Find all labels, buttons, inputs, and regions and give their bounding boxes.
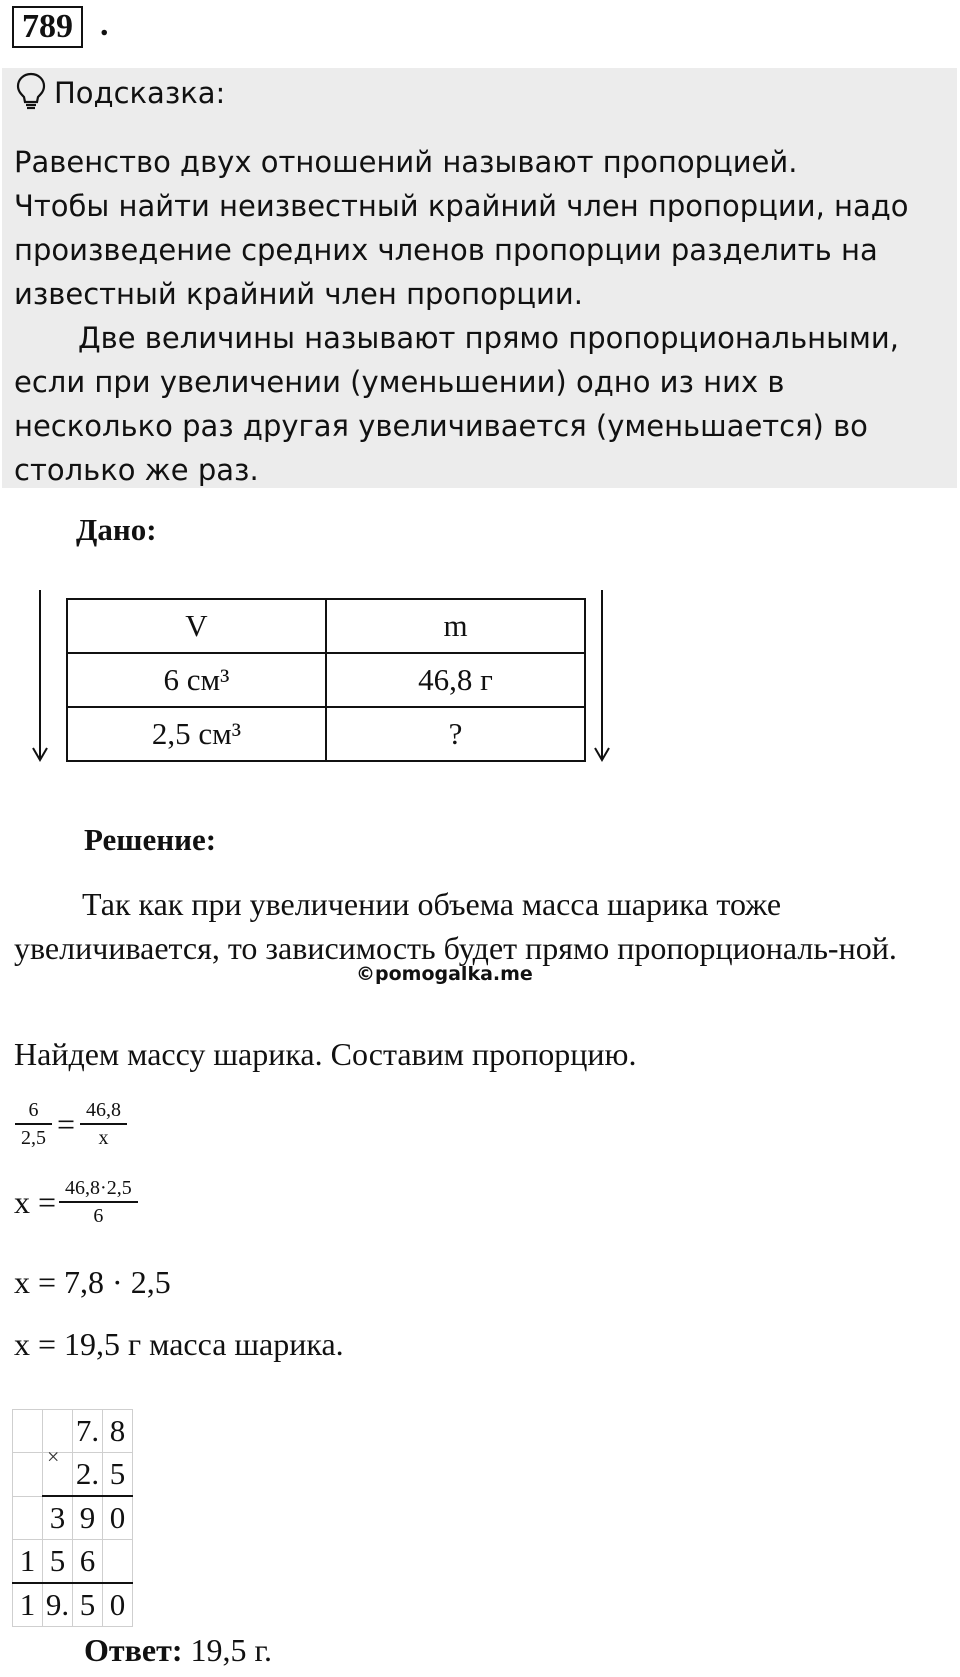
answer-label: Ответ:: [84, 1632, 183, 1668]
fraction: [18, 1097, 49, 1151]
column-multiplication: [12, 1409, 133, 1627]
answer-value: 19,5 г.: [182, 1632, 272, 1668]
mult-cell: 9.: [43, 1583, 73, 1627]
mult-cell: 6: [73, 1540, 103, 1584]
mult-cell: [13, 1496, 43, 1540]
numerator: 46,8: [86, 1099, 122, 1121]
denominator: x: [80, 1123, 127, 1151]
numerator: 46,8·2,5: [65, 1177, 132, 1199]
mult-row: [13, 1410, 133, 1453]
mult-cell: 5: [73, 1583, 103, 1627]
mult-cell: 7.: [73, 1410, 103, 1453]
equation-line: x = 19,5 г масса шарика.: [14, 1326, 344, 1362]
task-number: 789: [12, 6, 83, 48]
given-label: Дано:: [76, 512, 157, 547]
mult-cell: 9: [73, 1496, 103, 1540]
denominator: 2,5: [15, 1123, 52, 1151]
mult-cell: [103, 1540, 133, 1584]
proportion-equation: [18, 1097, 124, 1151]
mult-row: [13, 1583, 133, 1627]
table-cell: 6 см³: [67, 653, 326, 707]
mult-cell: 8: [103, 1410, 133, 1453]
mult-cell: 1: [13, 1583, 43, 1627]
watermark: ©pomogalka.me: [356, 963, 533, 985]
solve-equation: [14, 1175, 135, 1229]
equals-sign: =: [57, 1105, 76, 1142]
task-number-dot: .: [100, 6, 109, 43]
hint-label: Подсказка:: [54, 76, 226, 110]
table-cell: m: [326, 599, 585, 653]
down-arrow-icon: [30, 590, 50, 762]
fraction: [83, 1097, 124, 1151]
mult-cell: 0: [103, 1583, 133, 1627]
mult-cell: [13, 1410, 43, 1453]
mult-cell: 0: [103, 1496, 133, 1540]
hint-line: Чтобы найти неизвестный крайний член пропорции, надо произведение средних членов пропорции разделить на известный крайний член пропорции.: [14, 189, 909, 311]
lightbulb-icon: [16, 72, 46, 114]
fraction: [62, 1175, 135, 1229]
table-row: [67, 707, 585, 761]
equation-line: x = 7,8 · 2,5: [14, 1264, 171, 1300]
table-cell: V: [67, 599, 326, 653]
hint-line: Равенство двух отношений называют пропорцией.: [14, 145, 798, 179]
down-arrow-icon: [592, 590, 612, 762]
mult-cell: [13, 1453, 43, 1497]
denominator: 6: [59, 1201, 138, 1229]
solution-text: Так как при увеличении объема масса шарика тоже увеличивается, то зависимость будет прямо пропорциональ-ной.: [14, 886, 897, 966]
table-cell: 46,8 г: [326, 653, 585, 707]
mult-cell: 5: [43, 1540, 73, 1584]
hint-line: Две величины называют прямо пропорциональными, если при увеличении (уменьшении) одно из них в несколько раз другая увеличивается (уменьшается) во столько же раз.: [14, 321, 899, 487]
mult-cell: 5: [103, 1453, 133, 1497]
answer-line: [84, 1632, 272, 1669]
numerator: 6: [28, 1099, 39, 1121]
mult-row: [13, 1453, 133, 1497]
table-row: [67, 599, 585, 653]
mult-cell: 3: [43, 1496, 73, 1540]
mult-cell: 2.: [73, 1453, 103, 1497]
find-line: Найдем массу шарика. Составим пропорцию.: [14, 1036, 637, 1072]
mult-cell: 1: [13, 1540, 43, 1584]
table-cell: ?: [326, 707, 585, 761]
multiply-sign: ×: [47, 1444, 60, 1469]
given-table: [66, 598, 586, 762]
mult-row: [13, 1540, 133, 1584]
table-cell: 2,5 см³: [67, 707, 326, 761]
hint-header: [16, 72, 225, 114]
hint-text: [14, 140, 944, 492]
mult-row: [13, 1496, 133, 1540]
equation-lhs: x =: [14, 1183, 57, 1220]
solution-paragraph: [14, 882, 939, 970]
table-row: [67, 653, 585, 707]
solution-label: Решение:: [84, 822, 217, 857]
